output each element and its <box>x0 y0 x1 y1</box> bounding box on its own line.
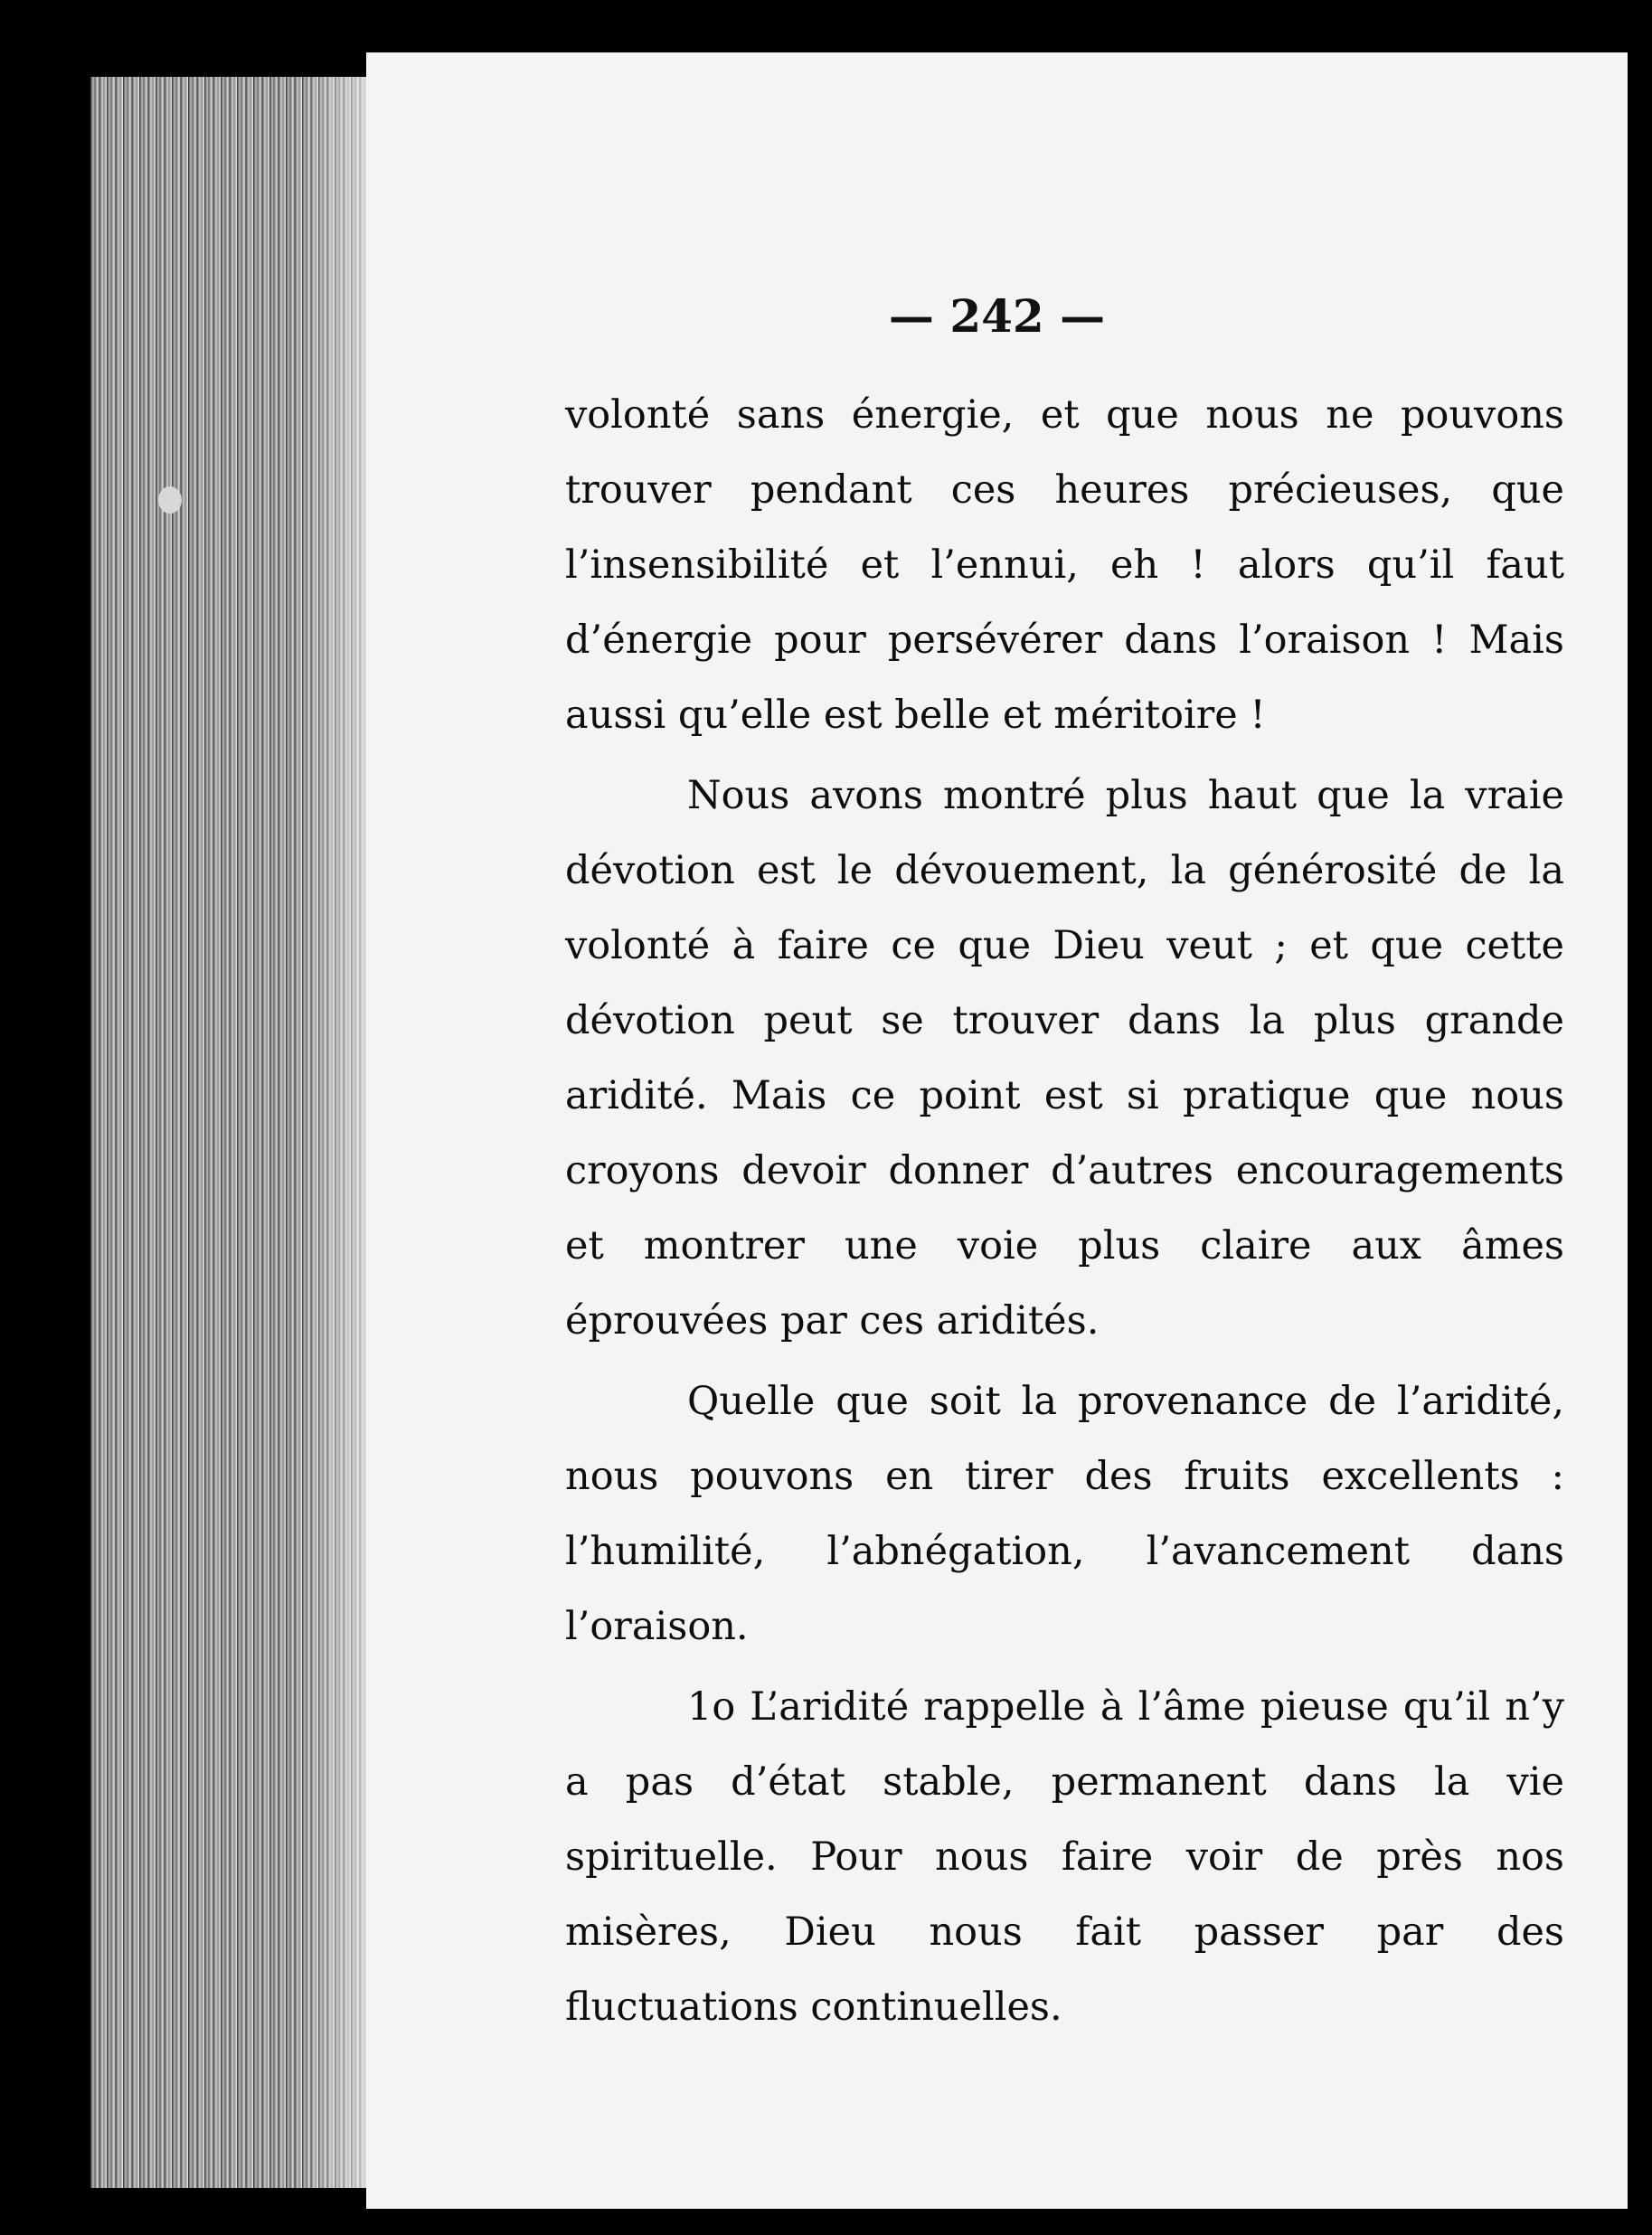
body-text <box>565 378 1564 2045</box>
paragraph: Nous avons montré plus haut que la vraie dévotion est le dévouement, la générosité de la volonté à faire ce que Dieu veut ; et que cette dévotion peut se trouver dans la plus grande aridité. Mais ce point est si pratique que nous croyons devoir donner d’autres encouragements et montrer une voie plus claire aux âmes éprouvées par ces aridités. <box>565 773 1564 1344</box>
paragraph: 1o L’aridité rappelle à l’âme pieuse qu’il n’y a pas d’état stable, permanent dans la vie spirituelle. Pour nous faire voir de près nos misères, Dieu nous fait passer par des fluctuations continuelles. <box>565 1684 1564 2030</box>
paragraph-continuation: volonté sans énergie, et que nous ne pouvons trouver pendant ces heures précieuses, que l’insensibilité et l’ennui, eh ! alors qu’il faut d’énergie pour persévérer dans l’oraison ! Mais aussi qu’elle est belle et méritoire ! <box>565 392 1564 738</box>
paper-speck <box>158 486 182 514</box>
book-page <box>366 52 1628 2209</box>
paragraph: Quelle que soit la provenance de l’aridité, nous pouvons en tirer des fruits excellents : l’humilité, l’abnégation, l’avancement dans l’oraison. <box>565 1379 1564 1649</box>
page-number: — 242 — <box>888 289 1106 343</box>
